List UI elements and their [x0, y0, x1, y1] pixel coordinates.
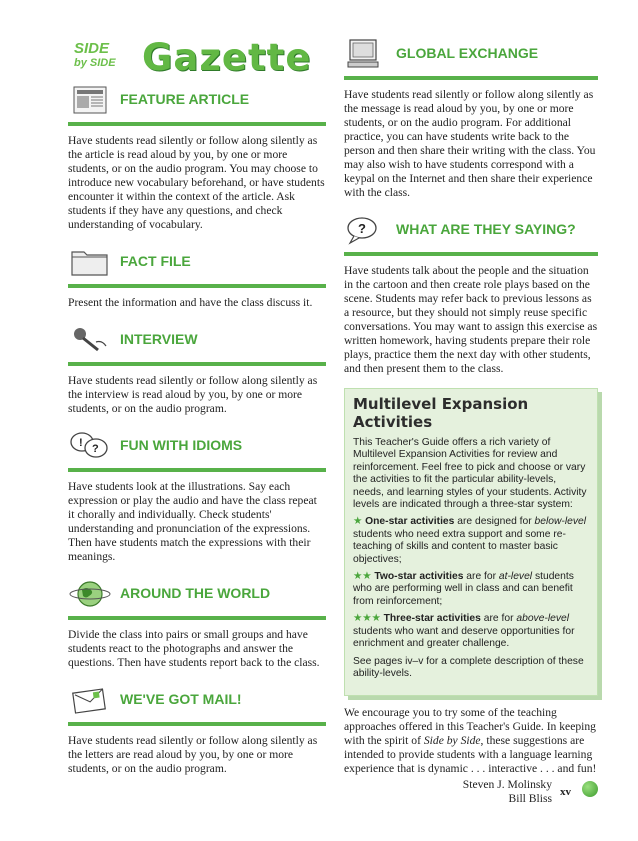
envelope-icon — [68, 684, 112, 716]
computer-icon — [344, 38, 388, 70]
section-body: Have students read silently or follow along silently as the article is read aloud by you, by one or more students, or on the audio program. You may choose to introduce new vocabulary beforehand, or have students encounter it within the context of the article. Ask students if they have any questions, and check understanding of vocabulary. — [68, 134, 325, 231]
section-rule — [68, 284, 326, 288]
section-feature-article — [68, 82, 326, 232]
section-rule — [68, 722, 326, 726]
section-title: FUN WITH IDIOMS — [120, 437, 243, 453]
section-body: Present the information and have the class discuss it. — [68, 296, 313, 309]
gazette-title: Gazette — [142, 36, 312, 79]
closing-paragraph: We encourage you to try some of the teaching approaches offered in this Teacher's Guide. In keeping with the spirit of Side by Side, these suggestions are intended to provide students with a language learning experience that is dynamic . . . interactive . . . and fun! — [344, 706, 597, 776]
masthead — [68, 36, 326, 82]
section-title: INTERVIEW — [120, 331, 198, 347]
section-rule — [68, 362, 326, 366]
section-what-are-they-saying — [344, 212, 598, 376]
section-body: Have students read silently or follow along silently as the interview is read aloud by you, by one or more students, or on the audio program. — [68, 374, 318, 415]
multilevel-box — [344, 388, 598, 696]
section-fun-with-idioms — [68, 428, 326, 564]
folder-icon — [68, 246, 112, 278]
svg-text:!: ! — [79, 437, 83, 449]
section-title: GLOBAL EXCHANGE — [396, 45, 539, 61]
section-body: Have students read silently or follow along silently as the message is read aloud by you, by one or more students, or on the audio program. For additional practice, you can have students write back to the person and then share their writing with the class. You may also wish to have students correspond with a keypal on the Internet and then share their experience with the class. — [344, 88, 596, 199]
svg-text:?: ? — [92, 443, 99, 455]
section-title: WE'VE GOT MAIL! — [120, 691, 242, 707]
multilevel-intro: This Teacher's Guide offers a rich variety of Multilevel Expansion Activities for review and reinforcement. Feel free to pick and choose or vary the activities to fit the particular ability-levels, needs, and learning styles of your students. Activity levels are indicated through a three-star system: — [353, 437, 587, 511]
multilevel-title: Multilevel Expansion Activities — [353, 395, 529, 431]
section-rule — [68, 616, 326, 620]
section-title: AROUND THE WORLD — [120, 585, 271, 601]
left-column — [68, 36, 326, 788]
signature-name-1: Steven J. Molinsky — [462, 778, 552, 792]
section-title: FACT FILE — [120, 253, 191, 269]
multilevel-footer: See pages iv–v for a complete description of these ability-levels. — [353, 655, 584, 679]
side-by-side-logo: SIDE by SIDE — [74, 40, 116, 69]
section-rule — [68, 122, 326, 126]
section-body: Have students read silently or follow along silently as the letters are read aloud by you, by one or more students, or on the audio program. — [68, 734, 318, 775]
section-rule — [344, 76, 598, 80]
section-rule — [68, 468, 326, 472]
section-title: WHAT ARE THEY SAYING? — [396, 221, 576, 237]
level-one-star: ★ One-star activities are designed for below-level students who need extra support and some re-teaching of skills and content to master basic objectives; — [353, 516, 587, 565]
section-fact-file — [68, 244, 326, 310]
section-around-the-world — [68, 576, 326, 670]
star-icon: ★★ — [353, 571, 372, 583]
level-three-star: ★★★ Three-star activities are for above-level students who want and deserve opportunities for enrichment and greater challenge. — [353, 613, 575, 650]
idiom-bubble-icon — [68, 430, 112, 462]
star-icon: ★★★ — [353, 613, 381, 625]
microphone-icon — [68, 324, 112, 356]
page-number: xv — [560, 786, 571, 798]
star-icon: ★ — [353, 516, 363, 528]
section-body: Divide the class into pairs or small groups and have students react to the photographs and answer the questions. Then have students report back to the class. — [68, 628, 320, 669]
section-body: Have students look at the illustrations. Say each expression or play the audio and have the class repeat it chorally and individually. Check students' understanding and pronunciation of the expressions. Then have students match the expressions with their meanings. — [68, 480, 317, 563]
section-title: FEATURE ARTICLE — [120, 91, 250, 107]
right-column — [344, 36, 598, 806]
newspaper-icon — [68, 84, 112, 116]
section-rule — [344, 252, 598, 256]
section-interview — [68, 322, 326, 416]
section-global-exchange — [344, 36, 598, 200]
svg-text:?: ? — [358, 221, 366, 236]
signature-name-2: Bill Bliss — [508, 792, 552, 806]
page-dot-icon — [582, 781, 598, 797]
section-weve-got-mail — [68, 682, 326, 776]
globe-icon — [68, 578, 112, 610]
level-two-star: ★★ Two-star activities are for at-level students who are performing well in class and can benefit from reinforcement; — [353, 571, 574, 607]
speech-bubble-icon — [344, 214, 388, 246]
section-body: Have students talk about the people and the situation in the cartoon and then create role plays based on the scene. Students may refer back to previous lessons as a resource, but they should not simply reuse specific conversations. You may want to assign this exercise as written homework, having students prepare their role plays, practice them the next day with other students, and then present them to the class. — [344, 264, 598, 375]
